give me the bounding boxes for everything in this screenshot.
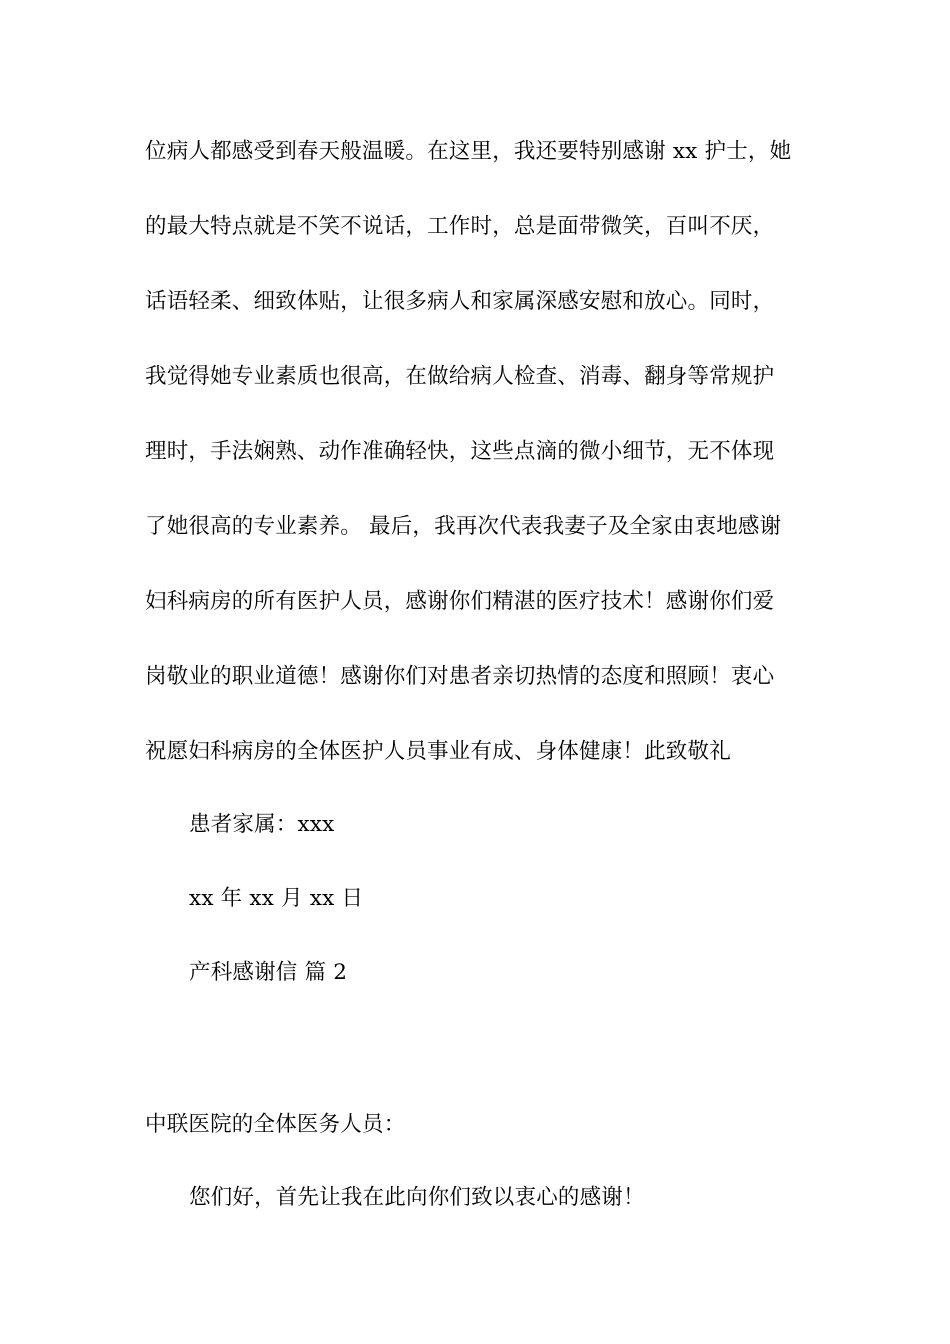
paragraph-line-7: 妇科病房的所有医护人员，感谢你们精湛的医疗技术！感谢你们爱 [145,589,775,614]
date: xx 年 xx 月 xx 日 [189,886,364,911]
section-title: 产科感谢信 篇 2 [189,960,348,985]
paragraph-line-5: 理时，手法娴熟、动作准确轻快，这些点滴的微小细节，无不体现 [145,439,775,464]
paragraph-line-8: 岗敬业的职业道德！感谢你们对患者亲切热情的态度和照顾！衷心 [145,664,775,689]
salutation: 中联医院的全体医务人员： [145,1112,406,1137]
signature: 患者家属：xxx [189,812,335,837]
paragraph-line-3: 话语轻柔、细致体贴，让很多病人和家属深感安慰和放心。同时， [145,289,775,314]
paragraph-line-2: 的最大特点就是不笑不说话，工作时，总是面带微笑，百叫不厌， [145,214,775,239]
paragraph-line-6: 了她很高的专业素养。 最后，我再次代表我妻子及全家由衷地感谢 [145,514,782,539]
paragraph-line-4: 我觉得她专业素质也很高，在做给病人检查、消毒、翻身等常规护 [145,364,775,389]
paragraph-line-1: 位病人都感受到春天般温暖。在这里，我还要特别感谢 xx 护士，她 [145,139,792,164]
paragraph-line-9: 祝愿妇科病房的全体医护人员事业有成、身体健康！此致敬礼 [145,739,731,764]
opening-line: 您们好，首先让我在此向你们致以衷心的感谢！ [189,1185,645,1210]
